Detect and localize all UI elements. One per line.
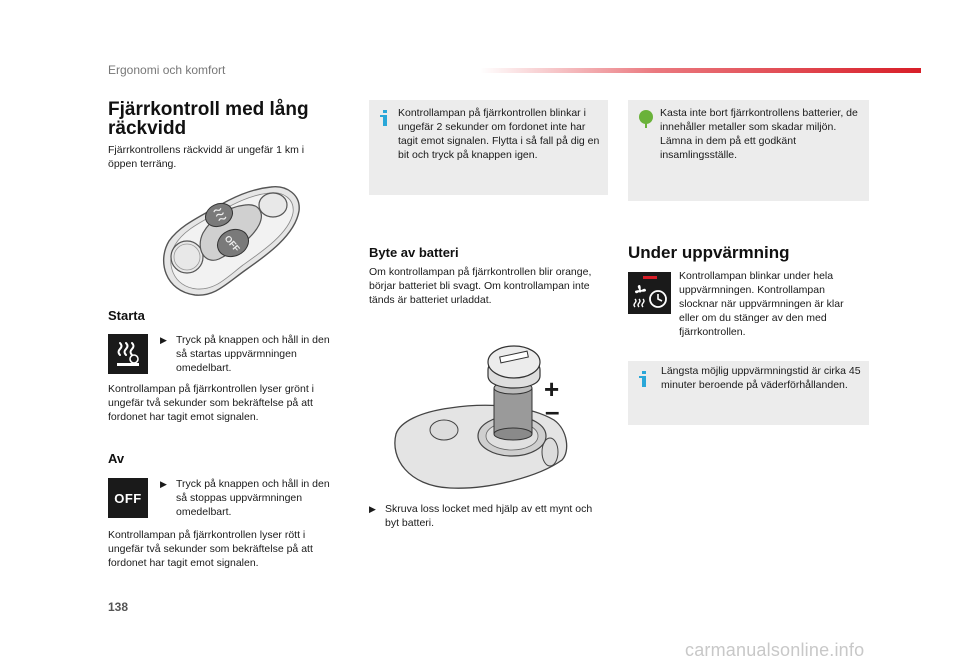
av-instruction: ▶ Tryck på knappen och håll in den så stoppas uppvärmningen omedelbart. <box>160 478 330 518</box>
info-note-duration <box>628 361 869 425</box>
heater-icon <box>108 334 148 374</box>
range-intro: Fjärrkontrollens räckvidd är ungefär 1 km i öppen terräng. <box>108 144 305 170</box>
watermark: carmanualsonline.info <box>685 640 865 660</box>
off-icon: OFF <box>108 478 148 518</box>
heating-text: Kontrollampan blinkar under hela uppvärmningen. Kontrollampan slocknar när uppvärmningen är klar eller om du stänger av den med fjärrkontrollen. <box>679 270 844 338</box>
plus-sign: + <box>544 374 560 404</box>
av-heading: Av <box>108 451 125 466</box>
battery-change-image <box>390 340 570 490</box>
heating-status-icon <box>628 272 671 314</box>
info-icon <box>638 371 650 387</box>
page-number: 138 <box>108 600 129 614</box>
remote-control-image <box>155 183 303 298</box>
battery-text: Om kontrollampan på fjärrkontrollen blir orange, börjar batteriet bli svagt. Om kontrollampan inte tänds är batteriet urladdat. <box>369 266 592 306</box>
timer-icon <box>650 291 666 307</box>
minus-sign: – <box>545 396 560 426</box>
arrow-bullet-icon: ▶ <box>160 479 167 489</box>
remote-off-text: OFF <box>222 233 242 254</box>
starta-heading: Starta <box>108 308 145 323</box>
eco-note-text: Kasta inte bort fjärrkontrollens batterier, de innehåller metaller som skadar miljön. Lämna in dem på ett godkänt insamlingsställe. <box>660 107 858 161</box>
battery-instruction: ▶ Skruva loss locket med hjälp av ett mynt och byt batteri. <box>369 503 593 529</box>
leaf-icon <box>638 110 654 128</box>
starta-text: Kontrollampan på fjärrkontrollen lyser grönt i ungefär två sekunder som bekräftelse på att fordonet har tagit emot signalen. <box>108 383 315 423</box>
av-text: Kontrollampan på fjärrkontrollen lyser rött i ungefär två sekunder som bekräftelse på att fordonet har tagit emot signalen. <box>108 529 313 569</box>
info-note-signal <box>369 100 608 195</box>
section-title: Ergonomi och komfort <box>108 63 226 77</box>
info-note-duration-text: Längsta möjlig uppvärmningstid är cirka 45 minuter beroende på väderförhållanden. <box>661 365 861 391</box>
info-icon <box>379 110 391 126</box>
eco-note <box>628 100 869 201</box>
arrow-bullet-icon: ▶ <box>369 504 376 514</box>
fan-icon <box>635 285 646 293</box>
header-accent-line <box>480 68 921 73</box>
battery-heading: Byte av batteri <box>369 245 459 260</box>
arrow-bullet-icon: ▶ <box>160 335 167 345</box>
info-note-signal-text: Kontrollampan på fjärrkontrollen blinkar i ungefär 2 sekunder om fordonet inte har tagit emot signalen. Flytta i så fall på dig en bit och tryck på knappen igen. <box>398 107 600 161</box>
heating-heading: Under uppvärmning <box>628 243 790 262</box>
heater-small-icon <box>634 299 644 307</box>
starta-instruction: ▶ Tryck på knappen och håll in den så startas uppvärmningen omedelbart. <box>160 334 330 374</box>
page-title: Fjärrkontroll med lång räckvidd <box>108 99 309 139</box>
timer-indicator <box>643 276 657 279</box>
